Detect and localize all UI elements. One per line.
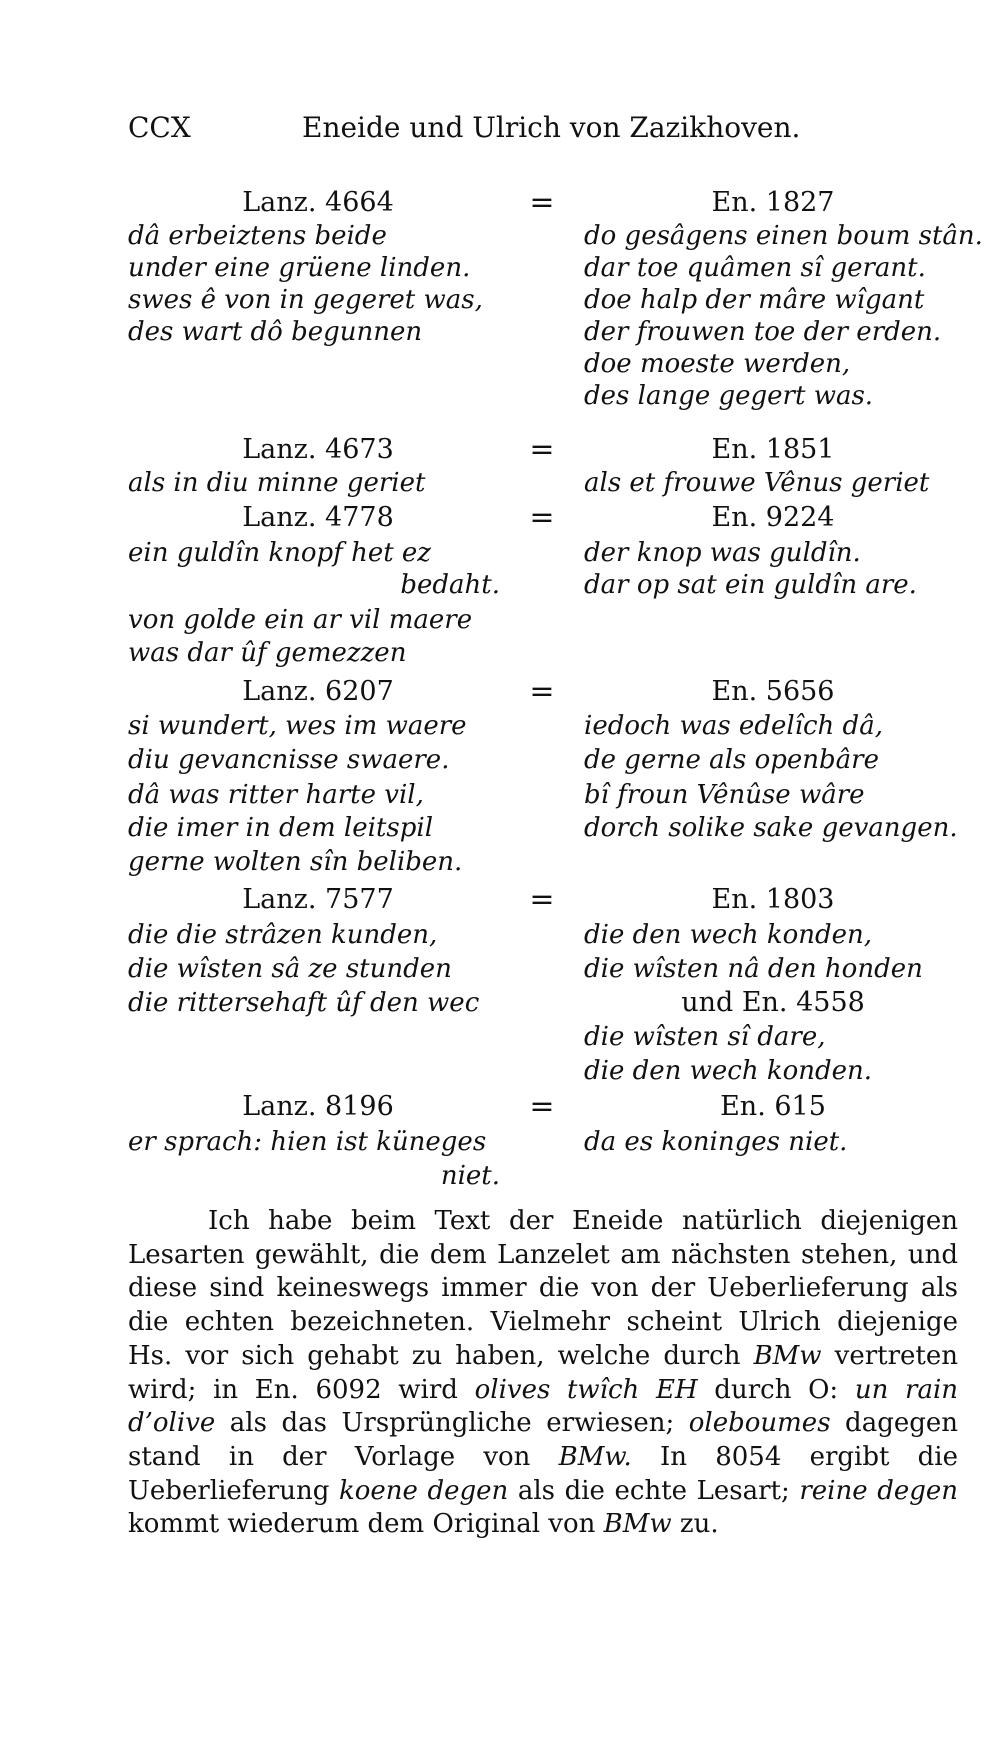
right-line: doe halp der mâre wîgant <box>584 285 925 315</box>
left-line: des wart dô begunnen <box>128 317 423 347</box>
equals-sign: = <box>529 882 555 917</box>
equals-sign: = <box>529 500 555 535</box>
left-line: bedaht. <box>400 570 500 600</box>
right-line: dar toe quâmen sî gerant. <box>584 253 926 283</box>
right-ref: En. 9224 <box>711 502 835 533</box>
left-line: dâ erbeiztens beide <box>128 221 387 251</box>
left-line: dâ was ritter harte vil, <box>128 780 424 810</box>
equals-sign: = <box>529 432 555 467</box>
right-ref-secondary: und En. 4558 <box>681 987 865 1018</box>
right-line: de gerne als openbâre <box>584 745 879 775</box>
right-ref: En. 615 <box>720 1091 826 1122</box>
page-number: CCX <box>128 111 191 144</box>
right-line: die wîsten nâ den honden <box>584 954 923 984</box>
right-line: iedoch was edelîch dâ, <box>584 711 883 741</box>
left-ref: Lanz. 7577 <box>242 884 394 915</box>
right-line: dorch solike sake gevangen. <box>584 813 958 843</box>
body-paragraph: Ich habe beim Text der Eneide natürlich diejenigen Lesarten gewählt, die dem Lanzelet am nächsten stehen, und diese sind keineswegs immer die von der Ueberlieferung als die echten bezeichneten. Vielmehr scheint Ulrich diejenige Hs. vor sich gehabt zu haben, welche durch BMw vertreten wird; in En. 6092 wird olives twîch EH durch O: un rain d’olive als das Ursprüngliche erwiesen; oleboumes dagegen stand in der Vorlage von BMw. In 8054 ergibt die Ueberlieferung koene degen als die echte Lesart; reine degen kommt wiederum dem Original von BMw zu. <box>128 1206 959 1540</box>
equals-sign: = <box>529 674 555 709</box>
right-line: doe moeste werden, <box>584 349 851 379</box>
left-line: er sprach: hien ist küneges <box>128 1127 487 1157</box>
right-line: der knop was guldîn. <box>584 538 861 568</box>
right-line: als et frouwe Vênus geriet <box>584 468 930 498</box>
right-line: dar op sat ein guldîn are. <box>584 570 917 600</box>
left-line: die wîsten sâ ze stunden <box>128 954 452 984</box>
left-line: si wundert, wes im waere <box>128 711 467 741</box>
right-line: des lange gegert was. <box>584 381 874 411</box>
left-line: die die strâzen kunden, <box>128 920 438 950</box>
left-ref: Lanz. 4664 <box>242 187 394 218</box>
left-line: was dar ûf gemezzen <box>128 638 407 668</box>
equals-sign: = <box>529 185 555 220</box>
right-line: der frouwen toe der erden. <box>584 317 942 347</box>
right-ref: En. 1851 <box>711 434 835 465</box>
right-ref: En. 1827 <box>711 187 835 218</box>
left-ref: Lanz. 6207 <box>242 676 394 707</box>
right-line: die den wech konden. <box>584 1056 873 1086</box>
left-ref: Lanz. 4778 <box>242 502 394 533</box>
left-line: ein guldîn knopf het ez <box>128 538 431 568</box>
left-line: die imer in dem leitspil <box>128 813 434 843</box>
left-ref: Lanz. 8196 <box>242 1091 394 1122</box>
left-line: under eine grüene linden. <box>128 253 471 283</box>
left-line: swes ê von in gegeret was, <box>128 285 483 315</box>
right-ref: En. 5656 <box>711 676 835 707</box>
right-line: do gesâgens einen boum stân. <box>584 221 983 251</box>
left-line: niet. <box>440 1161 500 1191</box>
right-line: die wîsten sî dare, <box>584 1022 826 1052</box>
left-ref: Lanz. 4673 <box>242 434 394 465</box>
left-line: als in diu minne geriet <box>128 468 426 498</box>
right-line: da es koninges niet. <box>584 1127 848 1157</box>
left-line: diu gevancnisse swaere. <box>128 745 450 775</box>
left-line: von golde ein ar vil maere <box>128 605 473 635</box>
left-line: die rittersehaft ûf den wec <box>128 988 480 1018</box>
right-line: die den wech konden, <box>584 920 873 950</box>
equals-sign: = <box>529 1089 555 1124</box>
right-ref: En. 1803 <box>711 884 835 915</box>
right-line: bî froun Vênûse wâre <box>584 780 865 810</box>
left-line: gerne wolten sîn beliben. <box>128 847 463 877</box>
running-title: Eneide und Ulrich von Zazikhoven. <box>302 111 801 144</box>
